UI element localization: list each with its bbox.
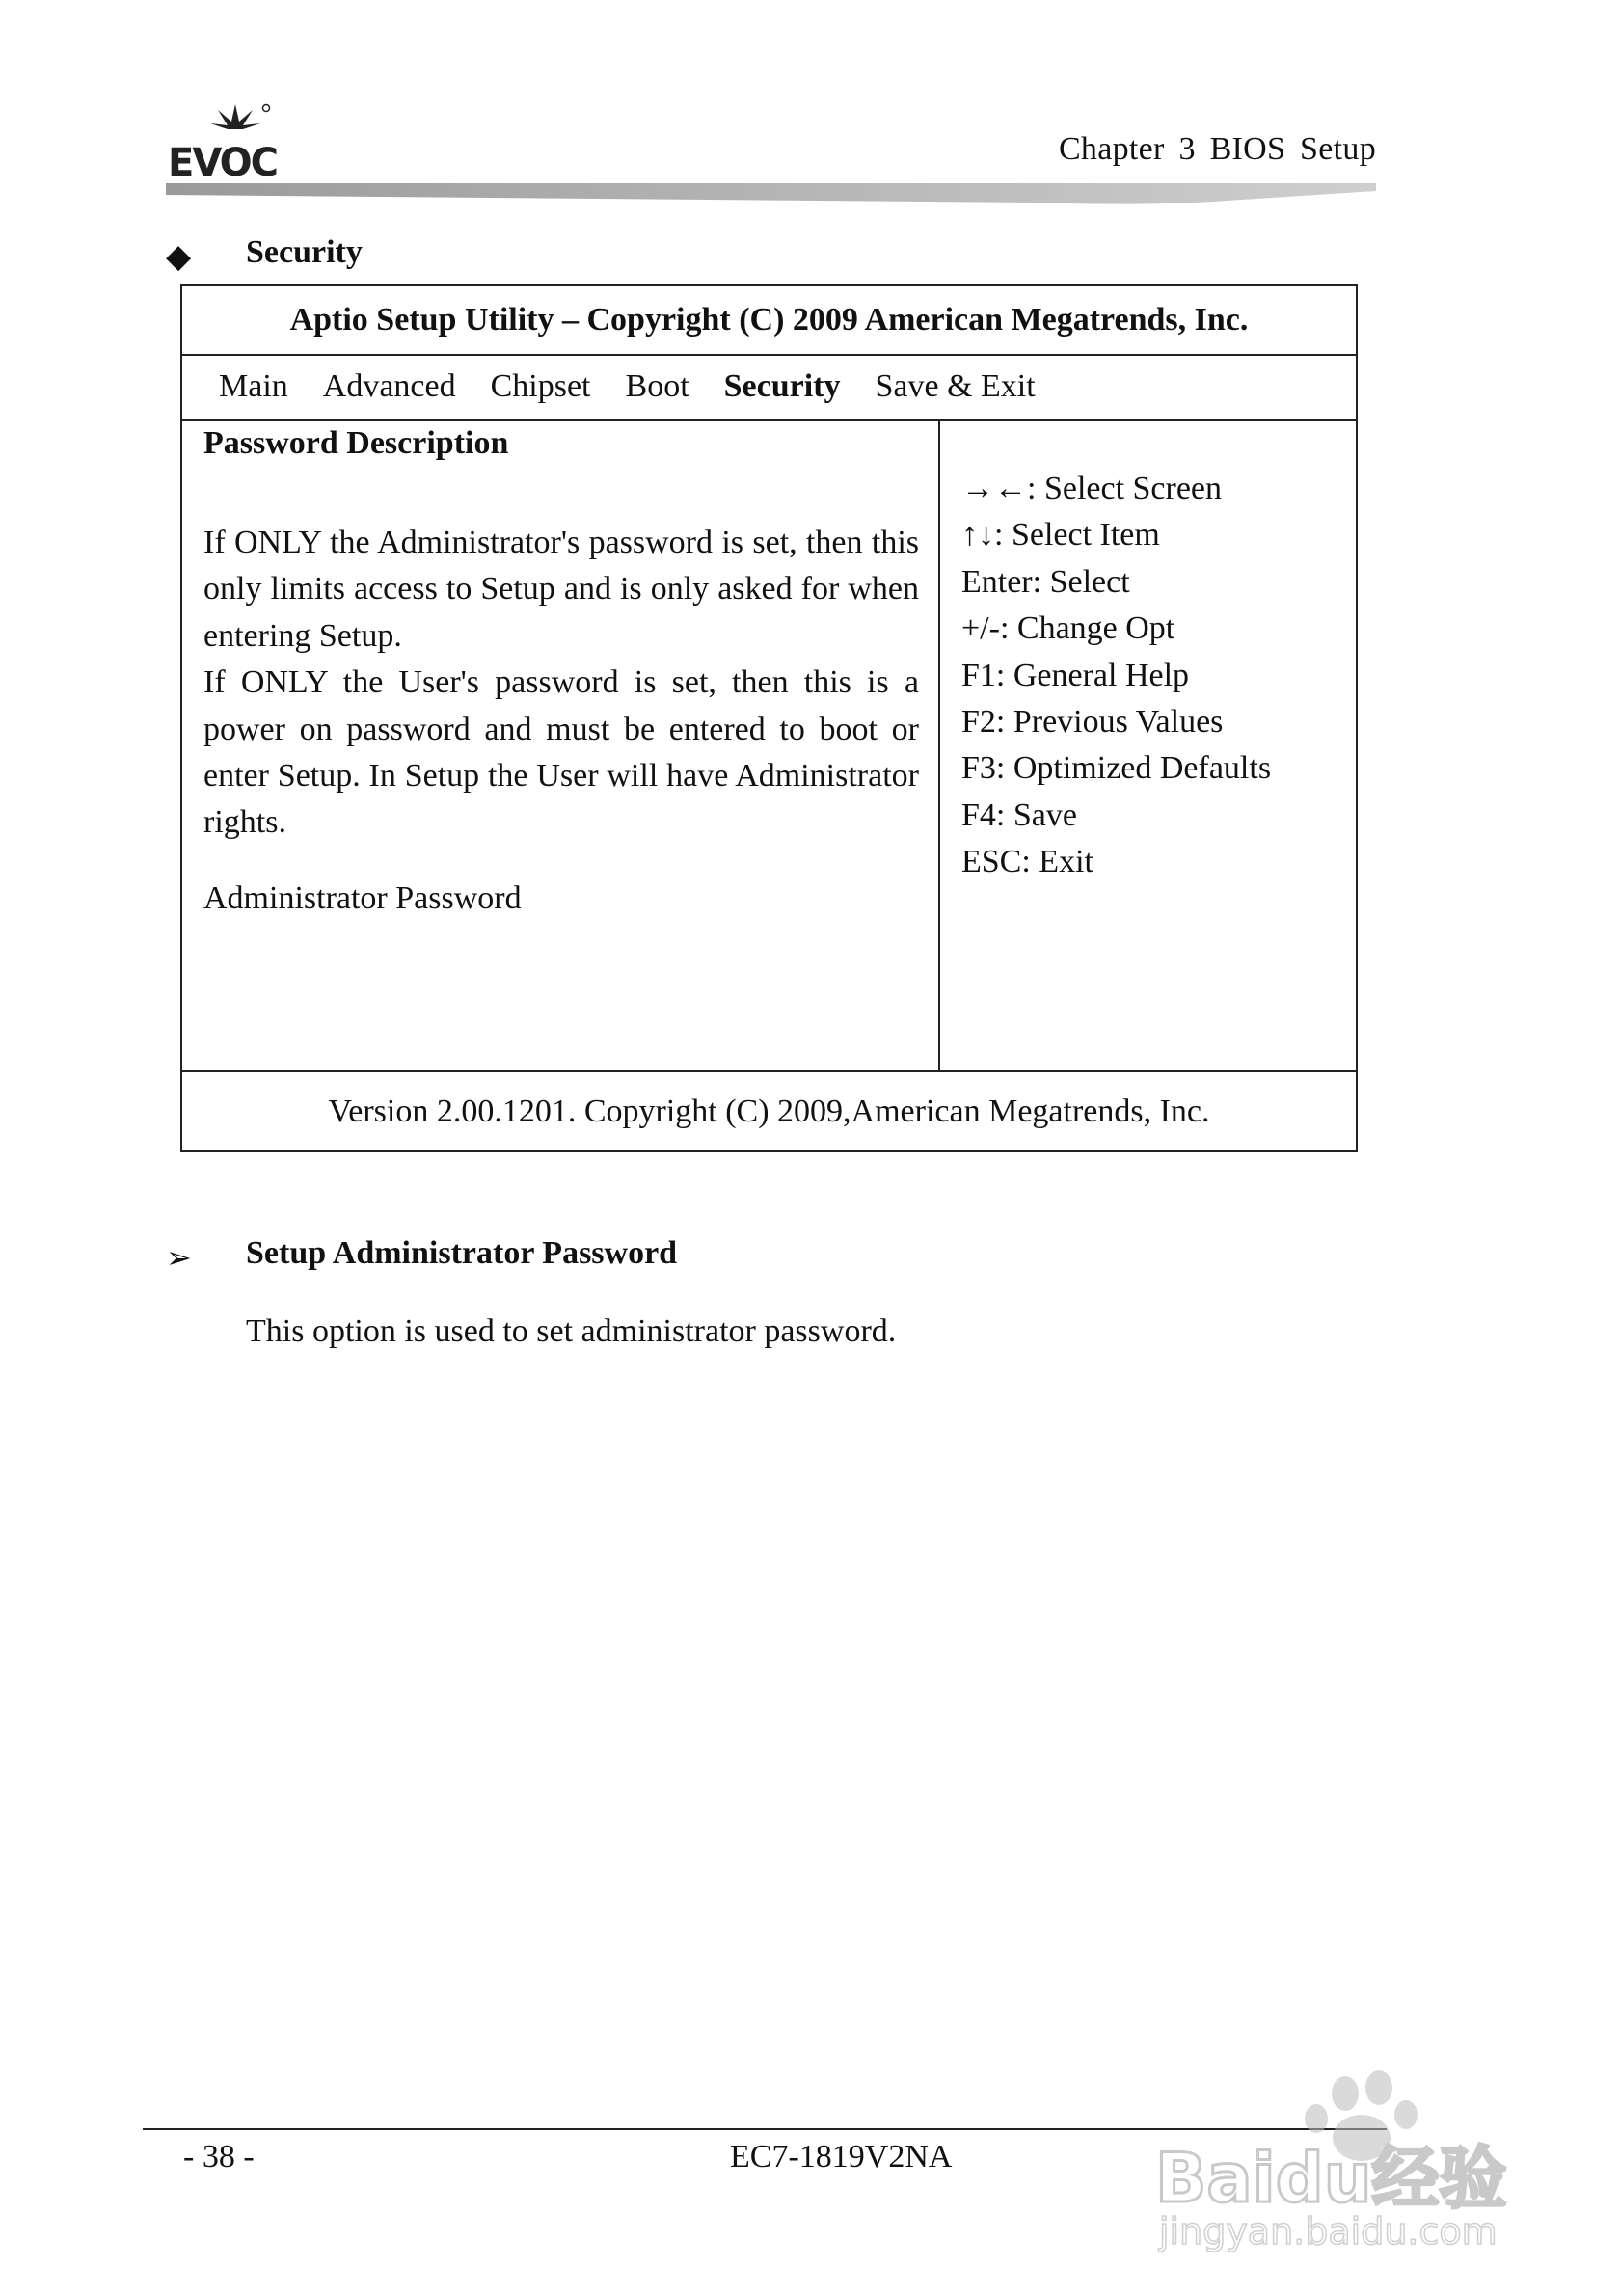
administrator-password-item[interactable]: Administrator Password [203, 880, 522, 916]
key-help-item: ESC: Exit [961, 844, 1094, 880]
baidu-watermark [1148, 2059, 1543, 2252]
bios-menu-save-exit[interactable]: Save & Exit [875, 368, 1036, 404]
bios-menu-bar [182, 354, 1356, 421]
model-number: EC7-1819V2NA [730, 2139, 953, 2174]
bios-screen [180, 284, 1358, 1152]
bios-menu-advanced[interactable]: Advanced [322, 368, 456, 404]
bios-menu-boot[interactable]: Boot [625, 368, 689, 404]
password-description-heading: Password Description [203, 425, 509, 461]
description-paragraph: If ONLY the Administrator's password is set, then this only limits access to Setup and is only asked for when entering Setup. [203, 525, 919, 654]
evoc-logo [166, 100, 291, 183]
key-help-item: Enter: Select [961, 563, 1130, 600]
subsection-arrow-icon: ➢ [166, 1240, 192, 1275]
watermark-url: jingyan.baidu.com [1159, 2210, 1498, 2252]
section-bullet: ◆ [166, 239, 192, 275]
watermark-brand: Baidu经验 [1155, 2139, 1507, 2218]
bios-menu-chipset[interactable]: Chipset [490, 368, 591, 404]
logo-text: EVOC [168, 141, 277, 183]
key-help-item: F2: Previous Values [961, 704, 1224, 741]
bios-menu-security[interactable]: Security [723, 368, 841, 404]
bios-version-footer: Version 2.00.1201. Copyright (C) 2009,American Megatrends, Inc. [182, 1070, 1356, 1150]
bios-title: Aptio Setup Utility – Copyright (C) 2009 American Megatrends, Inc. [182, 286, 1356, 356]
bios-menu-main[interactable]: Main [219, 368, 288, 404]
chapter-heading: Chapter 3 BIOS Setup [1058, 131, 1376, 167]
key-help-item: ↑↓: Select Item [961, 517, 1160, 554]
header-rule [166, 181, 1376, 214]
key-help-item: +/-: Change Opt [961, 610, 1175, 647]
key-help-item: F3: Optimized Defaults [961, 750, 1272, 787]
key-help-item: F4: Save [961, 797, 1077, 833]
subsection-body: This option is used to set administrator password. [246, 1313, 897, 1349]
bios-help-panel [940, 419, 1356, 1070]
key-help-item: F1: General Help [961, 657, 1190, 693]
subsection-title: Setup Administrator Password [246, 1235, 678, 1271]
password-description-text [203, 520, 919, 847]
description-paragraph: If ONLY the User's password is set, then this is a power on password and must be entered to boot or enter Setup. In Setup the User will have Administrator rights. [203, 664, 919, 841]
key-help-item: →←: Select Screen [961, 471, 1223, 506]
bios-left-panel [182, 419, 940, 1070]
section-title: Security [246, 234, 363, 270]
page-number: - 38 - [183, 2139, 255, 2174]
key-help-list [961, 466, 1271, 886]
